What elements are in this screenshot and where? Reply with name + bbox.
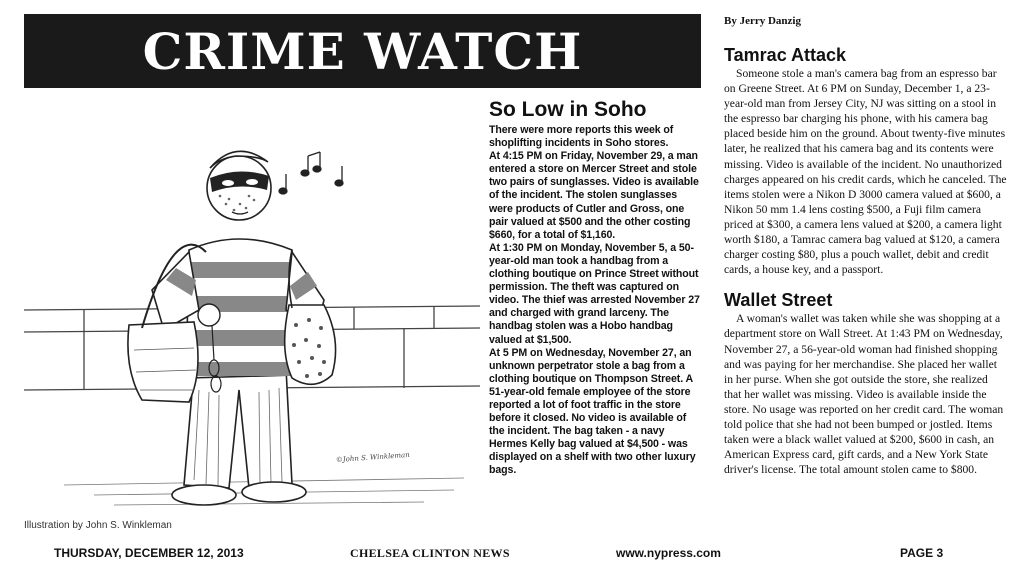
article-paragraph: At 1:30 PM on Monday, November 5, a 50-year-old man took a handbag from a clothing boutique on Prince Street without permission. The theft was captured on video. The thief was arrested November 27 and charged with grand larceny. The handbag stolen was a Hobo handbag valued at $1,500. <box>489 241 700 346</box>
byline: By Jerry Danzig <box>724 15 801 27</box>
article-headline: Wallet Street <box>724 290 833 311</box>
masthead-title: CRIME WATCH <box>142 21 583 81</box>
illustration-signature: ©John S. Winkleman <box>335 450 410 464</box>
cartoon-illustration <box>24 100 480 530</box>
article-paragraph: At 4:15 PM on Friday, November 29, a man entered a store on Mercer Street and stole two pairs of sunglasses. Video is available of the incident. The stolen sunglasses were products of Cutler and Gross, one pair valued at $500 and the other costing $660, for a total of $1,160. <box>489 150 699 241</box>
article-headline: So Low in Soho <box>489 98 647 121</box>
article-body: A woman's wallet was taken while she was shopping at a department store on Wall Street. At 1:43 PM on Wednesday, November 27, a 56-year-old woman had finished shopping and was paying for her merchandise. She placed her wallet in her purse. When she got outside the store, she realized that her wallet was missing. Video is available inside the store. No usage was reported on her credit card. The woman told police that she had not been bumped or jostled. Items taken were a black wallet valued at $200, $600 in cash, an American Express card, gift cards, and a New York State driver's license. The total amount stolen came to $800. <box>724 312 1004 477</box>
masthead-banner <box>24 14 701 88</box>
article-paragraph: There were more reports this week of shoplifting incidents in Soho stores. <box>489 124 674 150</box>
cartoon-thief-drawing <box>24 100 480 530</box>
illustration-credit: Illustration by John S. Winkleman <box>24 520 172 531</box>
page-footer <box>24 546 1004 564</box>
footer-website: www.nypress.com <box>616 546 721 560</box>
article-body: Someone stole a man's camera bag from an espresso bar on Greene Street. At 6 PM on Sunday, December 1, a 23-year-old man from Jersey City, NJ was sitting on a stool in the espresso bar charging his phone, with his camera bag placed beside him on the ground. About twenty-five minutes later, he realized that his camera bag and its contents were missing. Video is available of the incident. No unauthorized charges appeared on his credit cards, which he canceled. The items stolen were a Nikon D 3000 camera valued at $600, a Nikon 50 mm 1.4 lens costing $500, a Fuji film camera priced at $300, a camera lens valued at $200, a camera light worth $180, a Tamrac camera bag valued at $120, a camera charger costing $80, plus a pouch wallet, debit and credit cards, a house key, and a passport. <box>724 67 1007 277</box>
article-so-low-in-soho <box>489 98 701 478</box>
footer-paper-name: CHELSEA CLINTON NEWS <box>350 546 510 560</box>
footer-page-number: PAGE 3 <box>900 546 944 560</box>
footer-date: THURSDAY, DECEMBER 12, 2013 <box>54 546 244 560</box>
article-paragraph: At 5 PM on Wednesday, November 27, an unknown perpetrator stole a bag from a clothing boutique on Thompson Street. A 51-year-old female employee of the store reported a lot of foot traffic in the store before it closed. No video is available of the incident. The bag taken - a navy Hermes Kelly bag valued at $4,500 - was displayed on a shelf with two other luxury bags. <box>489 346 696 477</box>
article-headline: Tamrac Attack <box>724 45 847 65</box>
right-column <box>724 44 1008 489</box>
